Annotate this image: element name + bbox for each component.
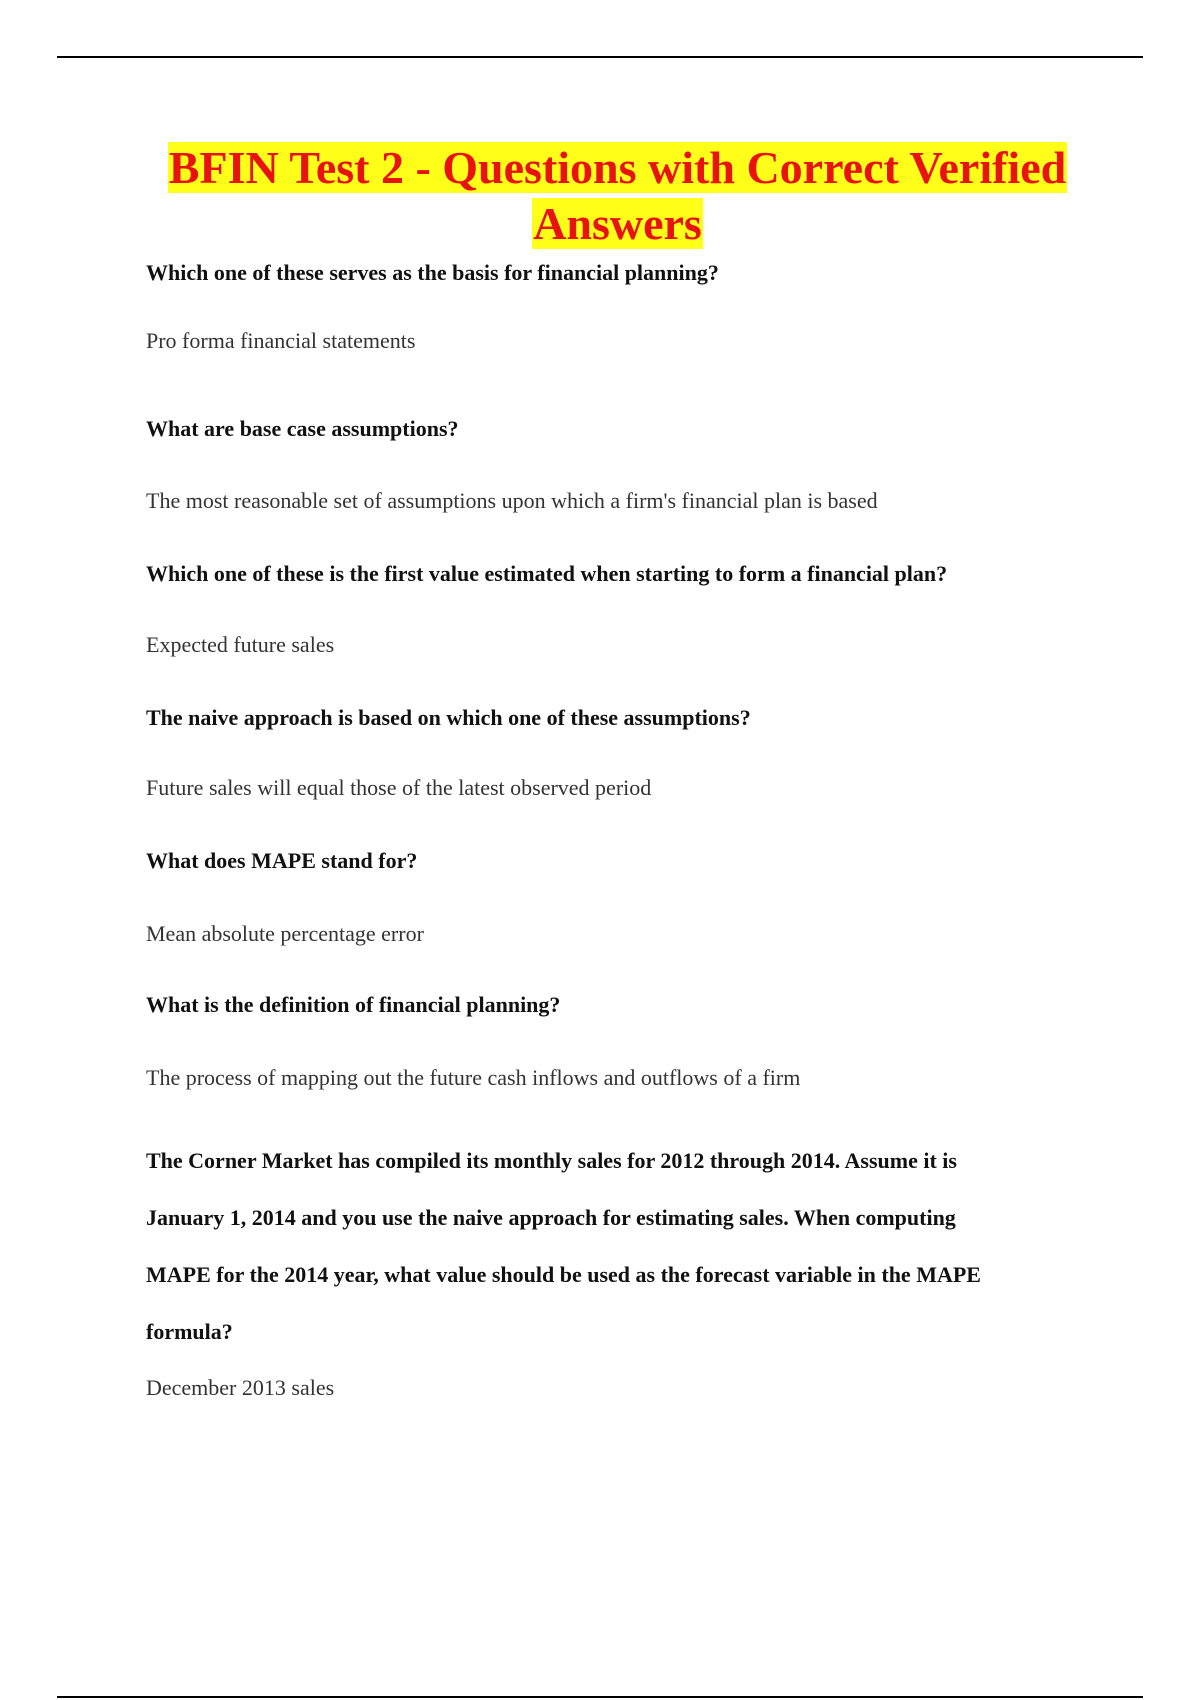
question (146, 1132, 1076, 1360)
top-rule (57, 56, 1143, 58)
qa-item (146, 258, 1076, 288)
answer: Expected future sales (146, 632, 335, 657)
question-line: The Corner Market has compiled its monthly sales for 2012 through 2014. Assume it is (146, 1148, 957, 1173)
document-title (130, 140, 1105, 252)
qa-item (146, 1132, 1076, 1360)
answer: The process of mapping out the future cash inflows and outflows of a firm (146, 1065, 801, 1090)
question: Which one of these serves as the basis for financial planning? (146, 260, 719, 285)
question: Which one of these is the first value estimated when starting to form a financial plan? (146, 561, 948, 586)
qa-answer (146, 1063, 1076, 1093)
qa-item (146, 414, 1076, 444)
qa-answer (146, 486, 1076, 516)
title-line-1: BFIN Test 2 - Questions with Correct Verified (168, 142, 1067, 193)
question-line: formula? (146, 1319, 233, 1344)
qa-answer (146, 1373, 1076, 1403)
answer: December 2013 sales (146, 1375, 335, 1400)
question: What is the definition of financial planning? (146, 992, 561, 1017)
qa-item (146, 703, 1076, 733)
qa-item (146, 559, 1076, 589)
title-line-2: Answers (533, 198, 702, 249)
answer: The most reasonable set of assumptions upon which a firm's financial plan is based (146, 488, 878, 513)
question: The naive approach is based on which one of these assumptions? (146, 705, 751, 730)
qa-answer (146, 326, 1076, 356)
question: What does MAPE stand for? (146, 848, 418, 873)
answer: Pro forma financial statements (146, 328, 416, 353)
answer: Future sales will equal those of the latest observed period (146, 775, 652, 800)
question-line: MAPE for the 2014 year, what value should be used as the forecast variable in the MAPE (146, 1262, 981, 1287)
qa-answer (146, 919, 1076, 949)
question: What are base case assumptions? (146, 416, 459, 441)
bottom-rule (57, 1696, 1143, 1698)
qa-item (146, 846, 1076, 876)
qa-answer (146, 630, 1076, 660)
question-line: January 1, 2014 and you use the naive approach for estimating sales. When computing (146, 1205, 956, 1230)
answer: Mean absolute percentage error (146, 921, 424, 946)
qa-item (146, 990, 1076, 1020)
qa-answer (146, 773, 1076, 803)
